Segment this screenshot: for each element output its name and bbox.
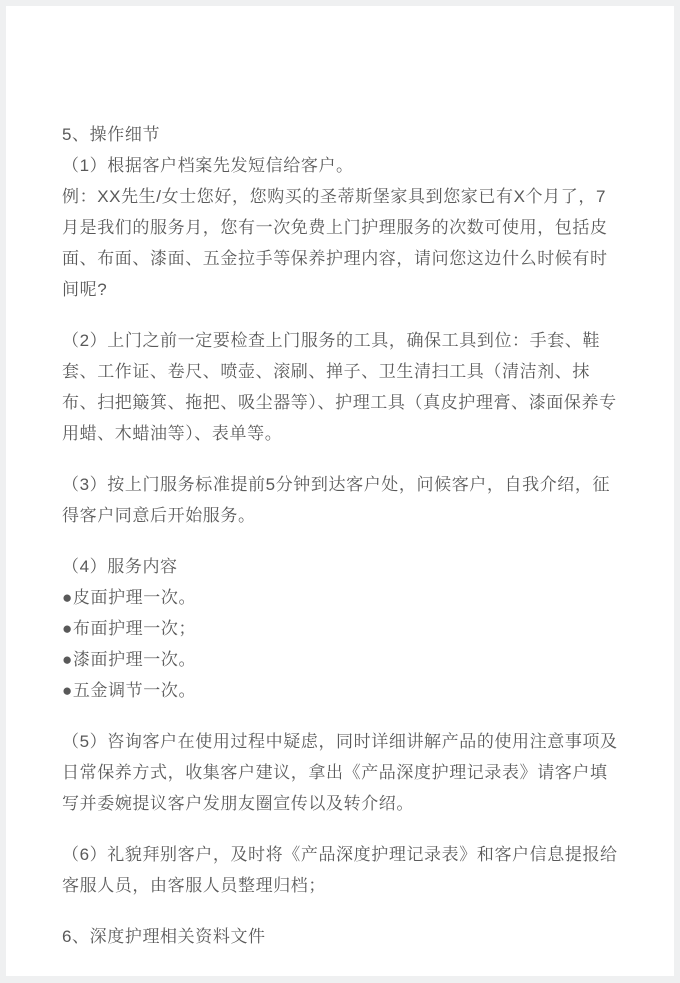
para-step-5: （5）咨询客户在使用过程中疑虑，同时详细讲解产品的使用注意事项及日常保养方式，收集客户建议，拿出《产品深度护理记录表》请客户填写并委婉提议客户发朋友圈宣传以及转介绍。 xyxy=(62,732,618,813)
bullet-hardware-adjust: ●五金调节一次。 xyxy=(62,681,197,700)
bullet-leather-care: ●皮面护理一次。 xyxy=(62,588,197,607)
para-step-2: （2）上门之前一定要检查上门服务的工具，确保工具到位：手套、鞋套、工作证、卷尺、喷壶、滚刷、掸子、卫生清扫工具（清洁剂、抹布、扫把簸箕、拖把、吸尘器等）、护理工具（真皮护理膏、漆面保养专用蜡、木蜡油等）、表单等。 xyxy=(62,331,617,443)
para-step-4-heading: （4）服务内容 xyxy=(62,557,178,576)
para-sms-example: 例：XX先生/女士您好，您购买的圣蒂斯堡家具到您家已有X个月了，7月是我们的服务月，您有一次免费上门护理服务的次数可使用，包括皮面、布面、漆面、五金拉手等保养护理内容，请问您这边什么时候有时间呢? xyxy=(62,187,608,299)
para-step-1: （1）根据客户档案先发短信给客户。 xyxy=(62,156,354,175)
heading-section-5: 5、操作细节 xyxy=(62,125,161,144)
bullet-paint-care: ●漆面护理一次。 xyxy=(62,650,197,669)
heading-section-6: 6、深度护理相关资料文件 xyxy=(62,927,266,946)
bullet-fabric-care: ●布面护理一次； xyxy=(62,619,197,638)
para-step-3: （3）按上门服务标准提前5分钟到达客户处，问候客户，自我介绍，征得客户同意后开始服务。 xyxy=(62,475,611,525)
document-page xyxy=(6,6,674,976)
para-step-6: （6）礼貌拜别客户，及时将《产品深度护理记录表》和客户信息提报给客服人员，由客服人员整理归档； xyxy=(62,845,618,895)
